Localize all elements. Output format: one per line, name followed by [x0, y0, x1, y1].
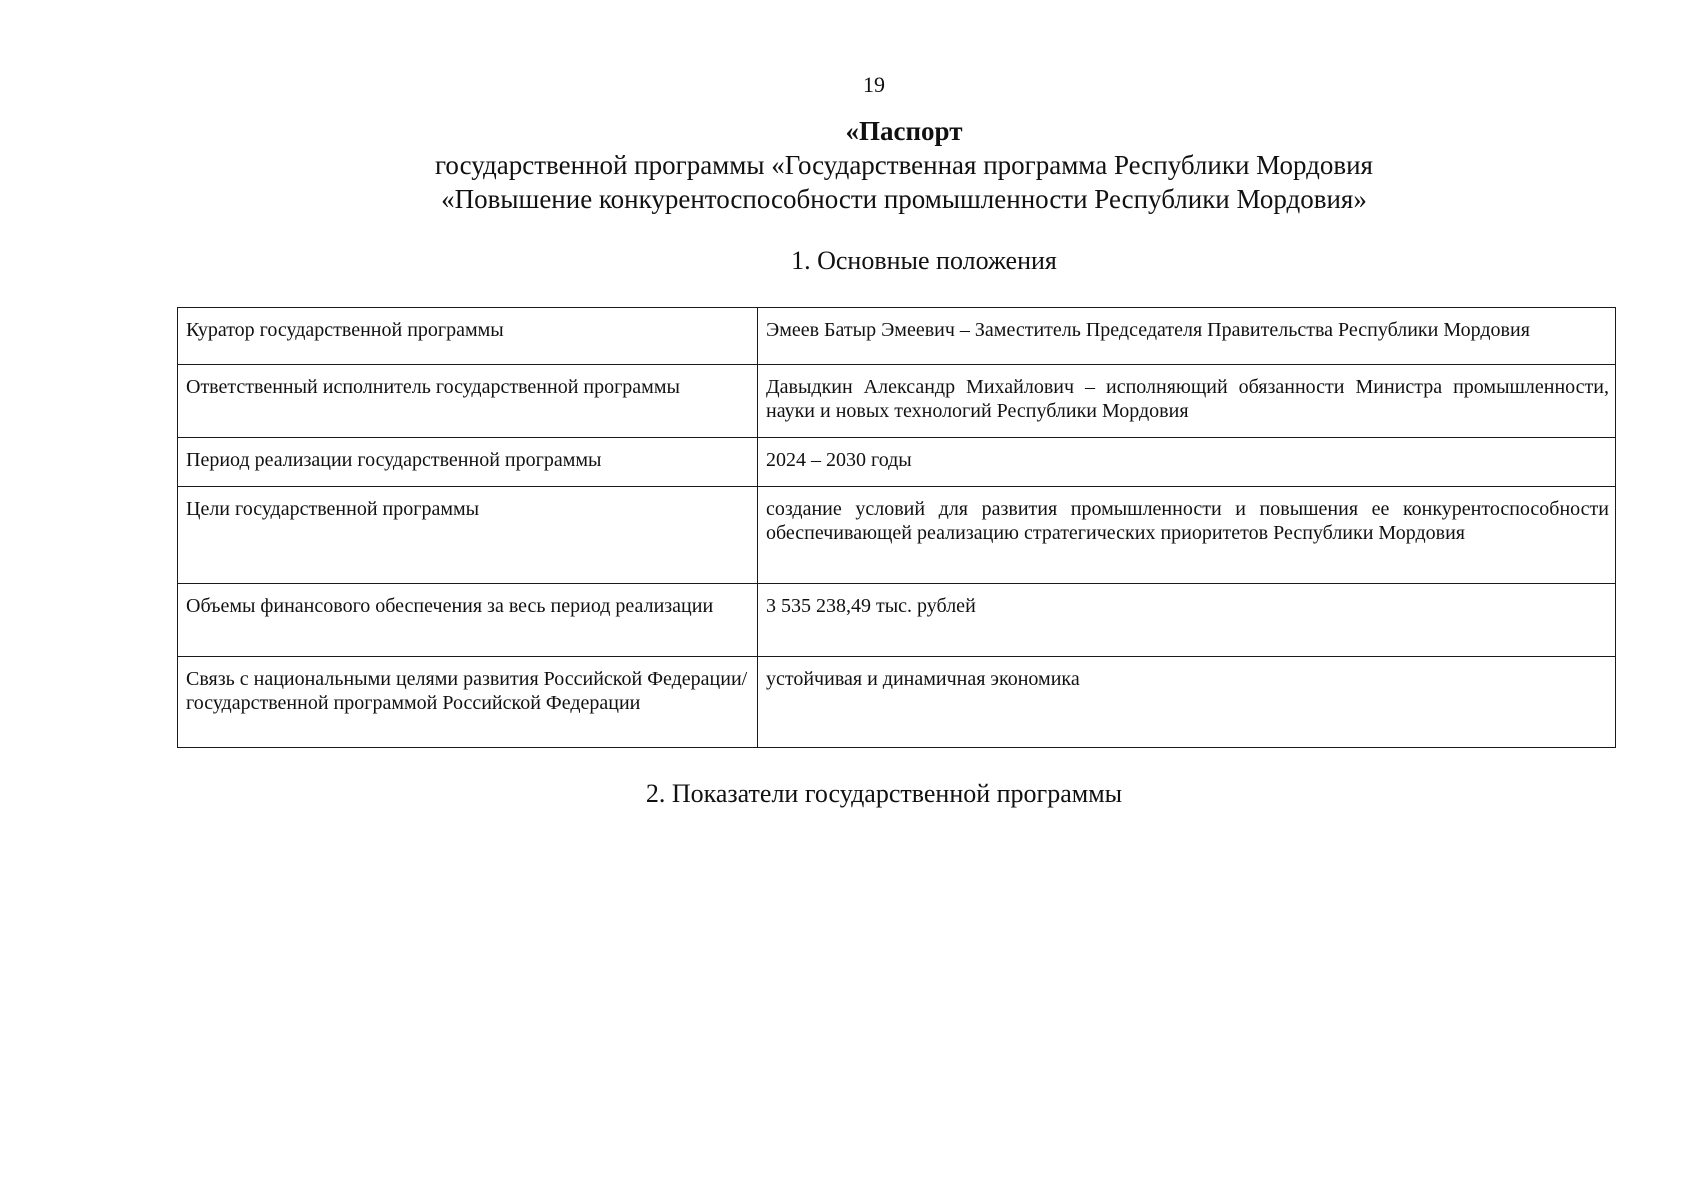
table-row-funding: [178, 584, 1616, 657]
table-row-executor: [178, 365, 1616, 438]
section-heading-indicators: 2. Показатели государственной программы: [645, 779, 1123, 808]
row-label: Объемы финансового обеспечения за весь период реализации: [178, 584, 758, 657]
table-row-goals: [178, 487, 1616, 584]
passport-table: [177, 307, 1616, 748]
title-line-program-name: «Повышение конкурентоспособности промышленности Республики Мордовия»: [441, 184, 1367, 214]
row-label: Связь с национальными целями развития Российской Федерации/государственной программой Российской Федерации: [178, 657, 758, 748]
table-row-national-goals: [178, 657, 1616, 748]
row-label: Ответственный исполнитель государственной программы: [178, 365, 758, 438]
row-label: Период реализации государственной программы: [178, 438, 758, 487]
document-title: [0, 114, 1692, 216]
row-value: Давыдкин Александр Михайлович – исполняющий обязанности Министра промышленности, науки и новых технологий Республики Мордовия: [758, 365, 1616, 438]
row-label: Куратор государственной программы: [178, 308, 758, 365]
row-value: создание условий для развития промышленности и повышения ее конкурентоспособности обеспечивающей реализацию стратегических приоритетов Республики Мордовия: [758, 487, 1616, 584]
row-label: Цели государственной программы: [178, 487, 758, 584]
row-value: 2024 – 2030 годы: [758, 438, 1616, 487]
page-number: 19: [863, 72, 885, 97]
title-line-passport: «Паспорт: [845, 116, 963, 146]
table-row-curator: [178, 308, 1616, 365]
title-line-program: государственной программы «Государственная программа Республики Мордовия: [435, 150, 1373, 180]
table-row-period: [178, 438, 1616, 487]
row-value: устойчивая и динамичная экономика: [758, 657, 1616, 748]
row-value: Эмеев Батыр Эмеевич – Заместитель Председателя Правительства Республики Мордовия: [758, 308, 1616, 365]
section-heading-main: 1. Основные положения: [791, 246, 1057, 275]
row-value: 3 535 238,49 тыс. рублей: [758, 584, 1616, 657]
